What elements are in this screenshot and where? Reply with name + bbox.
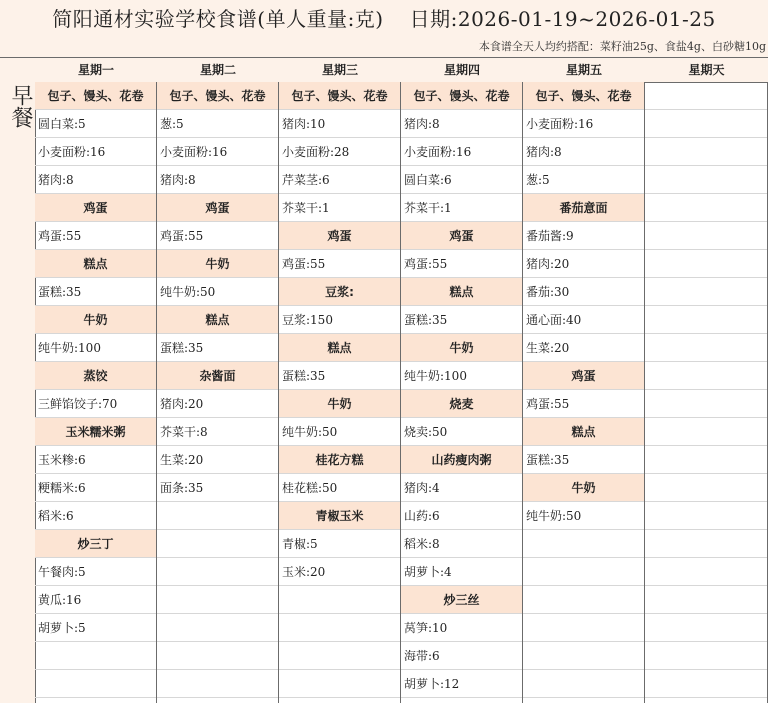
- ingredient-cell: 芥菜干:1: [401, 194, 522, 222]
- ingredient-cell: 纯牛奶:100: [401, 362, 522, 390]
- dish-name: 鸡蛋: [401, 222, 522, 250]
- empty-cell: [645, 222, 767, 250]
- empty-cell: [523, 642, 644, 670]
- ingredient-cell: 鸡蛋:55: [279, 250, 400, 278]
- dish-name: 鸡蛋: [523, 362, 644, 390]
- ingredient-cell: 小麦面粉:16: [35, 138, 156, 166]
- empty-cell: [157, 642, 278, 670]
- empty-cell: [645, 558, 767, 586]
- page-title: [0, 0, 768, 38]
- empty-cell: [645, 474, 767, 502]
- day-header: 星期三: [279, 58, 401, 83]
- empty-cell: [645, 614, 767, 642]
- day-column: [523, 82, 645, 703]
- empty-cell: [157, 670, 278, 698]
- ingredient-cell: 鸡蛋:55: [401, 250, 522, 278]
- ingredient-cell: 芹菜茎:6: [279, 166, 400, 194]
- dish-name: 鸡蛋: [279, 222, 400, 250]
- ingredient-cell: 桂花糕:50: [279, 474, 400, 502]
- ingredient-cell: 番茄:30: [523, 278, 644, 306]
- dish-name: 包子、馒头、花卷: [157, 82, 278, 110]
- empty-cell: [157, 530, 278, 558]
- meal-column: [0, 58, 36, 703]
- day-header: 星期天: [645, 58, 768, 83]
- ingredient-cell: 莴笋:10: [401, 614, 522, 642]
- empty-cell: [645, 166, 767, 194]
- ingredient-cell: 猪肉:10: [279, 110, 400, 138]
- dish-name: 烧麦: [401, 390, 522, 418]
- empty-cell: [523, 586, 644, 614]
- ingredient-cell: 蛋糕:35: [279, 362, 400, 390]
- empty-cell: [645, 530, 767, 558]
- ingredient-cell: 蛋糕:35: [35, 278, 156, 306]
- dish-name: 山药瘦肉粥: [401, 446, 522, 474]
- empty-cell: [157, 558, 278, 586]
- day-header: 星期二: [157, 58, 279, 83]
- ingredient-cell: 玉米:20: [279, 558, 400, 586]
- empty-cell: [279, 642, 400, 670]
- dish-name: 番茄意面: [523, 194, 644, 222]
- empty-cell: [645, 418, 767, 446]
- empty-cell: [645, 82, 767, 110]
- empty-cell: [279, 670, 400, 698]
- dish-name: 牛奶: [279, 390, 400, 418]
- ingredient-cell: 蛋糕:35: [401, 306, 522, 334]
- dish-name: 鸡蛋: [157, 194, 278, 222]
- empty-cell: [645, 278, 767, 306]
- empty-cell: [645, 110, 767, 138]
- empty-cell: [279, 586, 400, 614]
- empty-cell: [157, 502, 278, 530]
- ingredient-cell: 稻米:8: [401, 530, 522, 558]
- ingredient-cell: 胡萝卜:5: [35, 614, 156, 642]
- empty-cell: [523, 558, 644, 586]
- day-header: 星期一: [35, 58, 157, 83]
- dish-name: 糕点: [279, 334, 400, 362]
- ingredient-cell: 纯牛奶:50: [157, 278, 278, 306]
- ingredient-cell: 芥菜干:8: [157, 418, 278, 446]
- dish-name: 鸡蛋: [35, 194, 156, 222]
- empty-cell: [157, 586, 278, 614]
- day-column: [645, 82, 768, 703]
- ingredient-cell: 生菜:20: [523, 334, 644, 362]
- dish-name: 玉米糯米粥: [35, 418, 156, 446]
- ingredient-cell: 午餐肉:5: [35, 558, 156, 586]
- ingredient-cell: 芥菜干:1: [279, 194, 400, 222]
- dish-name: 青椒玉米: [279, 502, 400, 530]
- dish-name: 炒三丝: [401, 586, 522, 614]
- dish-name: 包子、馒头、花卷: [35, 82, 156, 110]
- empty-cell: [645, 138, 767, 166]
- dish-name: 牛奶: [35, 306, 156, 334]
- empty-cell: [35, 642, 156, 670]
- ingredient-cell: 猪肉:8: [35, 166, 156, 194]
- empty-cell: [35, 670, 156, 698]
- ingredient-cell: 玉米糁:6: [35, 446, 156, 474]
- empty-cell: [645, 250, 767, 278]
- empty-cell: [645, 194, 767, 222]
- ingredient-cell: 纯牛奶:50: [279, 418, 400, 446]
- day-header: 星期五: [523, 58, 645, 83]
- ingredient-cell: 猪肉:8: [401, 110, 522, 138]
- dish-name: 糕点: [35, 250, 156, 278]
- dish-name: 杂酱面: [157, 362, 278, 390]
- ingredient-cell: 小麦面粉:16: [523, 110, 644, 138]
- empty-cell: [157, 614, 278, 642]
- ingredient-cell: 稻米:6: [35, 502, 156, 530]
- ingredient-cell: 通心面:40: [523, 306, 644, 334]
- meal-label-breakfast: 早餐: [8, 84, 33, 128]
- empty-cell: [523, 670, 644, 698]
- dish-name: 糕点: [401, 278, 522, 306]
- dish-name: 糕点: [523, 418, 644, 446]
- ingredient-cell: 黄瓜:16: [35, 586, 156, 614]
- dish-name: 蒸饺: [35, 362, 156, 390]
- empty-cell: [645, 334, 767, 362]
- ingredient-cell: 猪肉:20: [157, 390, 278, 418]
- ingredient-cell: 猪肉:8: [523, 138, 644, 166]
- date-range: 日期:2026-01-19~2026-01-25: [409, 7, 716, 31]
- ingredient-cell: 纯牛奶:100: [35, 334, 156, 362]
- ingredient-cell: 山药:6: [401, 502, 522, 530]
- day-column: [157, 82, 279, 703]
- ingredient-cell: 猪肉:4: [401, 474, 522, 502]
- empty-cell: [645, 642, 767, 670]
- ingredient-cell: 豆浆:150: [279, 306, 400, 334]
- empty-cell: [645, 670, 767, 698]
- dish-name: 炒三丁: [35, 530, 156, 558]
- day-column: [401, 82, 523, 703]
- ingredient-cell: 鸡蛋:55: [35, 222, 156, 250]
- ingredient-cell: 鸡蛋:55: [523, 390, 644, 418]
- ingredient-cell: 番茄酱:9: [523, 222, 644, 250]
- empty-cell: [645, 502, 767, 530]
- ingredient-cell: 蛋糕:35: [523, 446, 644, 474]
- empty-cell: [645, 586, 767, 614]
- menu-title: 简阳通材实验学校食谱(单人重量:克): [52, 7, 384, 31]
- ingredient-cell: 小麦面粉:16: [401, 138, 522, 166]
- dish-name: 牛奶: [157, 250, 278, 278]
- day-column: [279, 82, 401, 703]
- dish-name: 包子、馒头、花卷: [523, 82, 644, 110]
- ingredient-cell: 面条:35: [157, 474, 278, 502]
- ingredient-cell: 小麦面粉:28: [279, 138, 400, 166]
- empty-cell: [645, 306, 767, 334]
- ingredient-cell: 胡萝卜:4: [401, 558, 522, 586]
- ingredient-cell: 圆白菜:6: [401, 166, 522, 194]
- menu-table: [0, 57, 768, 703]
- ingredient-cell: 三鲜馅饺子:70: [35, 390, 156, 418]
- seasoning-note: 本食谱全天人均约搭配：菜籽油25g、食盐4g、白砂糖10g: [478, 40, 766, 53]
- dish-name: 豆浆:: [279, 278, 400, 306]
- empty-cell: [645, 446, 767, 474]
- ingredient-cell: 海带:6: [401, 642, 522, 670]
- dish-name: 包子、馒头、花卷: [279, 82, 400, 110]
- ingredient-cell: 葱:5: [523, 166, 644, 194]
- ingredient-cell: 圆白菜:5: [35, 110, 156, 138]
- ingredient-cell: 猪肉:20: [523, 250, 644, 278]
- ingredient-cell: 猪肉:8: [157, 166, 278, 194]
- ingredient-cell: 青椒:5: [279, 530, 400, 558]
- empty-cell: [645, 362, 767, 390]
- dish-name: 包子、馒头、花卷: [401, 82, 522, 110]
- ingredient-cell: 蛋糕:35: [157, 334, 278, 362]
- ingredient-cell: 葱:5: [157, 110, 278, 138]
- empty-cell: [523, 614, 644, 642]
- dish-name: 牛奶: [401, 334, 522, 362]
- dish-name: 桂花方糕: [279, 446, 400, 474]
- empty-cell: [523, 530, 644, 558]
- dish-name: 糕点: [157, 306, 278, 334]
- ingredient-cell: 粳糯米:6: [35, 474, 156, 502]
- ingredient-cell: 生菜:20: [157, 446, 278, 474]
- ingredient-cell: 鸡蛋:55: [157, 222, 278, 250]
- dish-name: 牛奶: [523, 474, 644, 502]
- ingredient-cell: 烧卖:50: [401, 418, 522, 446]
- day-header: 星期四: [401, 58, 523, 83]
- day-column: [35, 82, 157, 703]
- empty-cell: [645, 390, 767, 418]
- ingredient-cell: 纯牛奶:50: [523, 502, 644, 530]
- empty-cell: [279, 614, 400, 642]
- ingredient-cell: 胡萝卜:12: [401, 670, 522, 698]
- ingredient-cell: 小麦面粉:16: [157, 138, 278, 166]
